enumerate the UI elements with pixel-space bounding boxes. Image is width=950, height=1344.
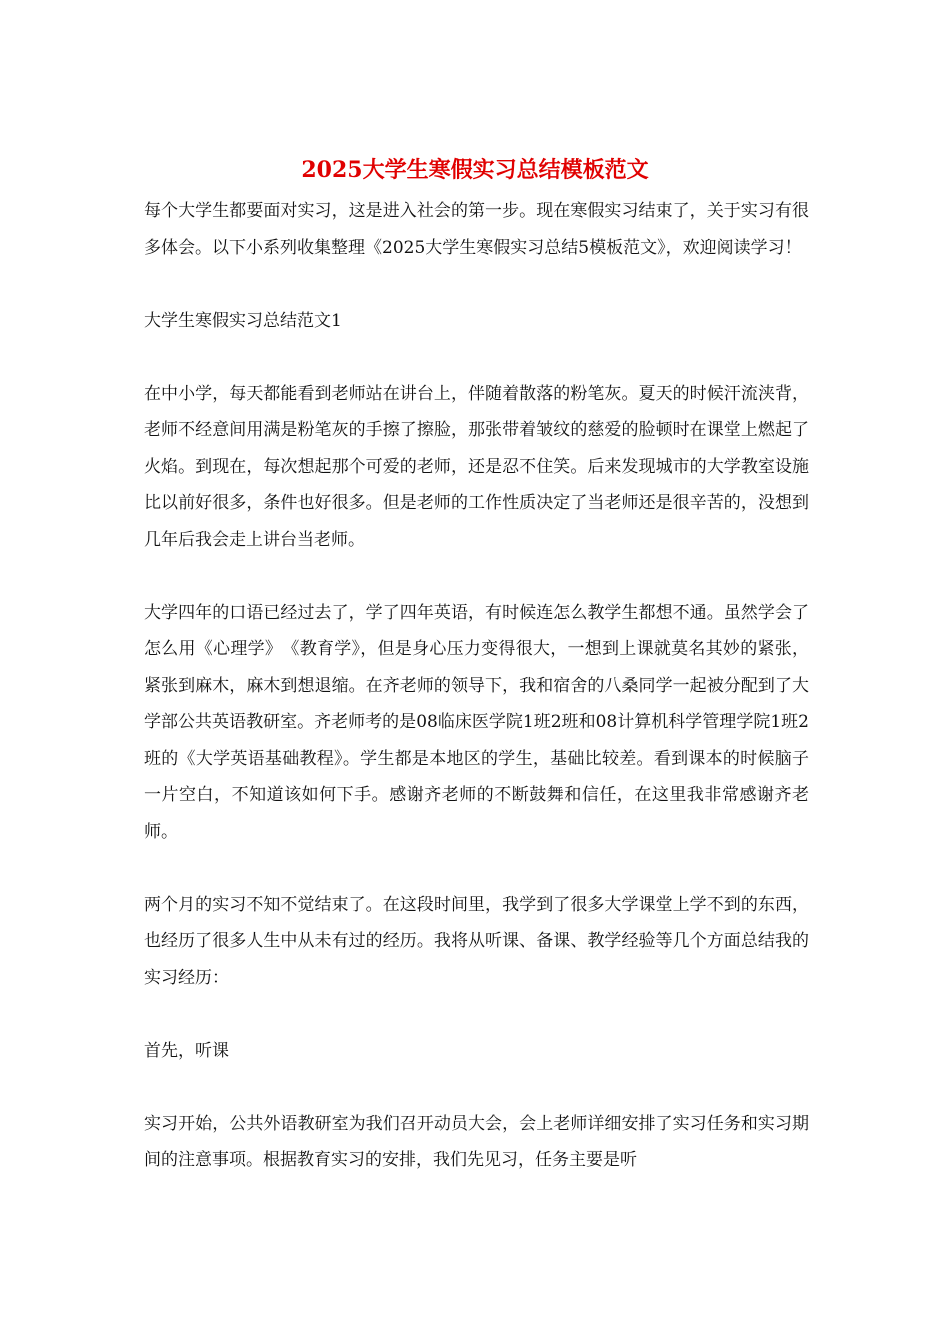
body-paragraph: 实习开始，公共外语教研室为我们召开动员大会，会上老师详细安排了实习任务和实习期间的注意事项。根据教育实习的安排，我们先见习，任务主要是听 xyxy=(144,1113,809,1170)
body-paragraph: 两个月的实习不知不觉结束了。在这段时间里，我学到了很多大学课堂上学不到的东西，也经历了很多人生中从未有过的经历。我将从听课、备课、教学经验等几个方面总结我的实习经历： xyxy=(144,894,809,988)
body-paragraph: 在中小学，每天都能看到老师站在讲台上，伴随着散落的粉笔灰。夏天的时候汗流浃背，老师不经意间用满是粉笔灰的手擦了擦脸，那张带着皱纹的慈爱的脸顿时在课堂上燃起了火焰。到现在，每次想起那个可爱的老师，还是忍不住笑。后来发现城市的大学教室设施比以前好很多，条件也好很多。但是老师的工作性质决定了当老师还是很辛苦的，没想到几年后我会走上讲台当老师。 xyxy=(144,383,809,550)
intro-paragraph: 每个大学生都要面对实习，这是进入社会的第一步。现在寒假实习结束了，关于实习有很多体会。以下小系列收集整理《2025大学生寒假实习总结5模板范文》，欢迎阅读学习！ xyxy=(144,201,809,258)
document-title: 2025大学生寒假实习总结模板范文 xyxy=(301,157,649,183)
document-body xyxy=(144,193,809,1215)
body-paragraph: 大学四年的口语已经过去了，学了四年英语，有时候连怎么教学生都想不通。虽然学会了怎么用《心理学》 《教育学》，但是身心压力变得很大，一想到上课就莫名其妙的紧张，紧张到麻木，麻木到想退缩。在齐老师的领导下，我和宿舍的八桑同学一起被分配到了大学部公共英语教研室。齐老师考的是08临床医学院1班2班和08计算机科学管理学院1班2班的《大学英语基础教程》。学生都是本地区的学生，基础比较差。看到课本的时候脑子一片空白，不知道该如何下手。感谢齐老师的不断鼓舞和信任，在这里我非常感谢齐老师。 xyxy=(144,602,809,842)
section-heading: 大学生寒假实习总结范文1 xyxy=(144,310,342,331)
subsection-heading: 首先，听课 xyxy=(144,1040,229,1061)
